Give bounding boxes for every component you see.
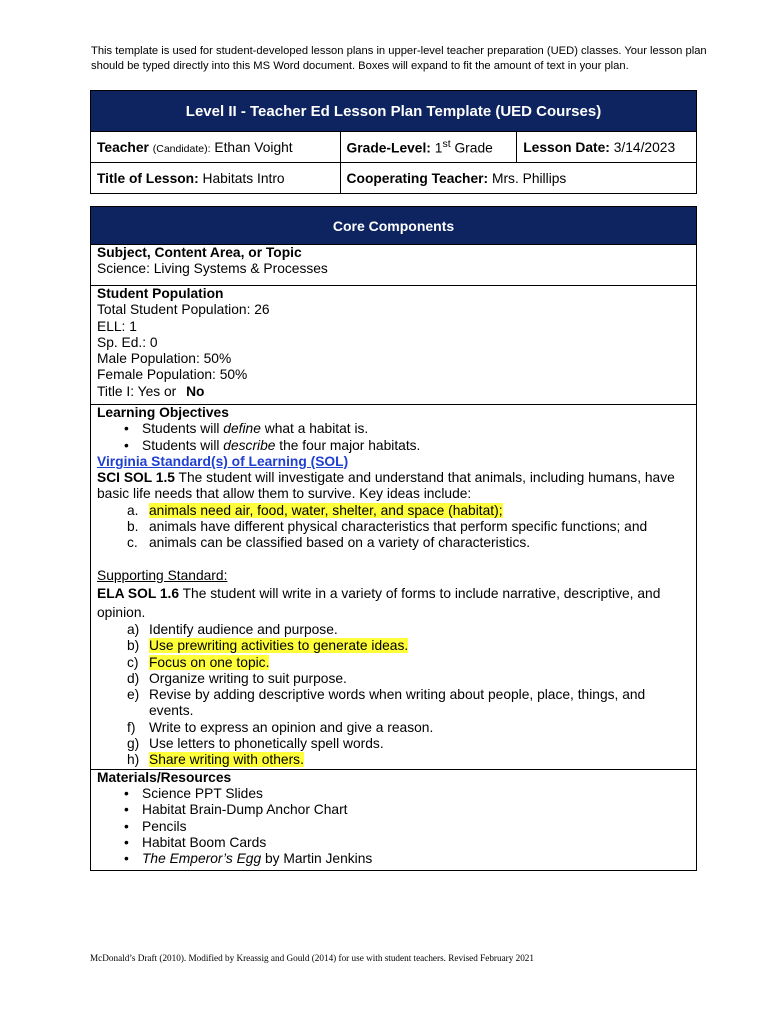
cooperating-teacher-value: Mrs. Phillips: [491, 170, 567, 186]
subject-value: Science: Living Systems & Processes: [97, 261, 328, 277]
population-line: ELL: 1: [97, 318, 137, 334]
supporting-standard-label: Supporting Standard:: [97, 567, 228, 583]
ela-items-list: [97, 622, 690, 769]
teacher-cell: [91, 132, 341, 163]
teacher-label: Teacher: [97, 139, 149, 155]
objectives-heading: Learning Objectives: [97, 405, 229, 420]
lesson-title-cell: [91, 163, 341, 194]
subject-heading: Subject, Content Area, or Topic: [97, 245, 302, 260]
list-item: • Students will define what a habitat is.: [124, 421, 690, 437]
footer-source: McDonald’s Draft: [90, 953, 158, 963]
list-item: e) Revise by adding descriptive words when writing about people, place, things, and events.: [127, 687, 646, 719]
list-item: • Pencils: [124, 819, 690, 835]
title-i-line: [97, 384, 690, 400]
list-item: • Students will describe the four major habitats.: [124, 438, 690, 454]
list-item: c) Focus on one topic.: [127, 654, 270, 670]
sci-text: The student will investigate and understand that animals, including humans, have basic life needs that allow them to survive. Key ideas include:: [97, 470, 675, 502]
population-line: Total Student Population: 26: [97, 302, 270, 318]
grade-suffix: st: [442, 138, 451, 151]
candidate-label: (Candidate):: [152, 142, 211, 155]
list-item: • Habitat Brain-Dump Anchor Chart: [124, 802, 690, 818]
lesson-date: 3/14/2023: [613, 139, 676, 155]
list-item: [124, 851, 690, 867]
materials-heading: Materials/Resources: [97, 769, 232, 785]
cooperating-teacher-cell: [340, 163, 696, 194]
sci-standard: [97, 470, 690, 503]
grade-label: Grade-Level:: [346, 140, 431, 156]
list-item: b. animals have different physical characteristics that perform specific functions; and: [127, 519, 648, 535]
ela-standard: [97, 584, 690, 622]
teacher-name: Ethan Voight: [214, 139, 293, 155]
sci-items-list: [97, 503, 690, 552]
sol-link[interactable]: Virginia Standard(s) of Learning (SOL): [97, 453, 349, 469]
intro-paragraph: This template is used for student-developed lesson plans in upper-level teacher preparation (UED) classes. Your lesson plan should be typed directly into this MS Word document. Boxes will expand to fit the amount of text in your plan.: [91, 45, 707, 72]
core-components-table: [90, 206, 697, 871]
list-item: • Habitat Boom Cards: [124, 835, 690, 851]
materials-list: [97, 786, 690, 867]
grade-number: 1: [434, 140, 443, 156]
population-line: Female Population: 50%: [97, 367, 248, 383]
footer-citation: [90, 953, 534, 963]
template-title: Level II - Teacher Ed Lesson Plan Template (UED Courses): [91, 91, 697, 132]
title-i-choice: No: [186, 383, 205, 399]
list-item: g) Use letters to phonetically spell words.: [127, 736, 384, 752]
lesson-title-label: Title of Lesson:: [97, 170, 199, 186]
title-i-prefix: Title I: Yes or: [97, 383, 177, 399]
ela-text: The student will write in a variety of forms to include narrative, descriptive, and opinion.: [97, 585, 661, 620]
list-item: d) Organize writing to suit purpose.: [127, 670, 347, 686]
header-table: [90, 90, 697, 194]
sci-code: SCI SOL 1.5: [97, 470, 175, 486]
list-item: a. animals need air, food, water, shelter, and space (habitat);: [127, 502, 503, 518]
cooperating-teacher-label: Cooperating Teacher:: [346, 170, 489, 186]
book-author: by Martin Jenkins: [261, 851, 373, 867]
grade-cell: [340, 132, 517, 163]
list-item: h) Share writing with others.: [127, 752, 304, 768]
population-heading: Student Population: [97, 286, 224, 301]
ela-code: ELA SOL 1.6: [97, 585, 180, 601]
list-item: b) Use prewriting activities to generate ideas.: [127, 638, 409, 654]
list-item: f) Write to express an opinion and give a reason.: [127, 719, 434, 735]
list-item: c. animals can be classified based on a variety of characteristics.: [127, 535, 531, 551]
footer-text: (2010). Modified by Kreassig and Gould (2014) for use with student teachers. Revised February 2021: [157, 953, 534, 963]
objectives-list: [97, 421, 690, 454]
date-label: Lesson Date:: [523, 139, 610, 155]
materials-section: [91, 769, 697, 870]
subject-section: [91, 245, 697, 286]
student-population-section: [91, 286, 697, 405]
population-line: Male Population: 50%: [97, 351, 232, 367]
date-cell: [517, 132, 697, 163]
population-line: Sp. Ed.: 0: [97, 334, 158, 350]
core-components-title: Core Components: [91, 207, 697, 245]
learning-objectives-section: [91, 405, 697, 770]
list-item: a) Identify audience and purpose.: [127, 621, 338, 637]
list-item: • Science PPT Slides: [124, 786, 690, 802]
grade-word: Grade: [454, 140, 493, 156]
lesson-title-value: Habitats Intro: [202, 170, 285, 186]
book-title: The Emperor’s Egg: [142, 851, 262, 867]
